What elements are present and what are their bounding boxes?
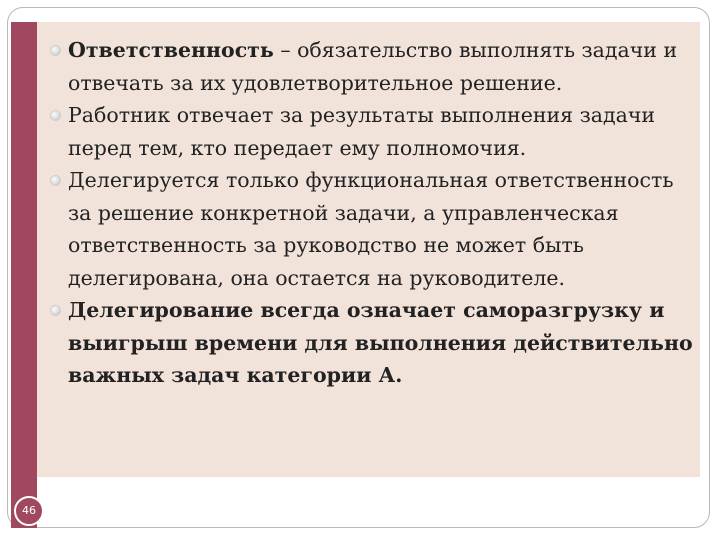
- bullet-text: Работник отвечает за результаты выполнения задачи перед тем, кто передает ему полномочия.: [68, 103, 656, 160]
- bullet-item-delegation-always: [48, 294, 693, 392]
- bullet-list: [48, 34, 693, 392]
- bullet-dot-icon: [50, 110, 61, 121]
- bullet-dot-icon: [50, 175, 61, 186]
- bullet-dot-icon: [50, 45, 61, 56]
- bullet-dot-icon: [50, 305, 61, 316]
- bullet-item-responsibility: [48, 34, 693, 99]
- bullet-text: – обязательство выполнять задачи и отвечать за их удовлетворительное решение.: [68, 38, 678, 95]
- accent-sidebar: [11, 22, 37, 528]
- bullet-term: Ответственность: [68, 38, 274, 62]
- bullet-item-delegated: [48, 164, 693, 294]
- bullet-item-worker: [48, 99, 693, 164]
- bullet-text: Делегируется только функциональная ответственность за решение конкретной задачи, а управленческая ответственность за руководство не может быть делегирована, она остается на руководителе.: [68, 168, 674, 290]
- bullet-strong-text: Делегирование всегда означает саморазгрузку и выигрыш времени для выполнения действительно важных задач категории А.: [68, 298, 693, 387]
- page-number-badge: 46: [14, 496, 44, 526]
